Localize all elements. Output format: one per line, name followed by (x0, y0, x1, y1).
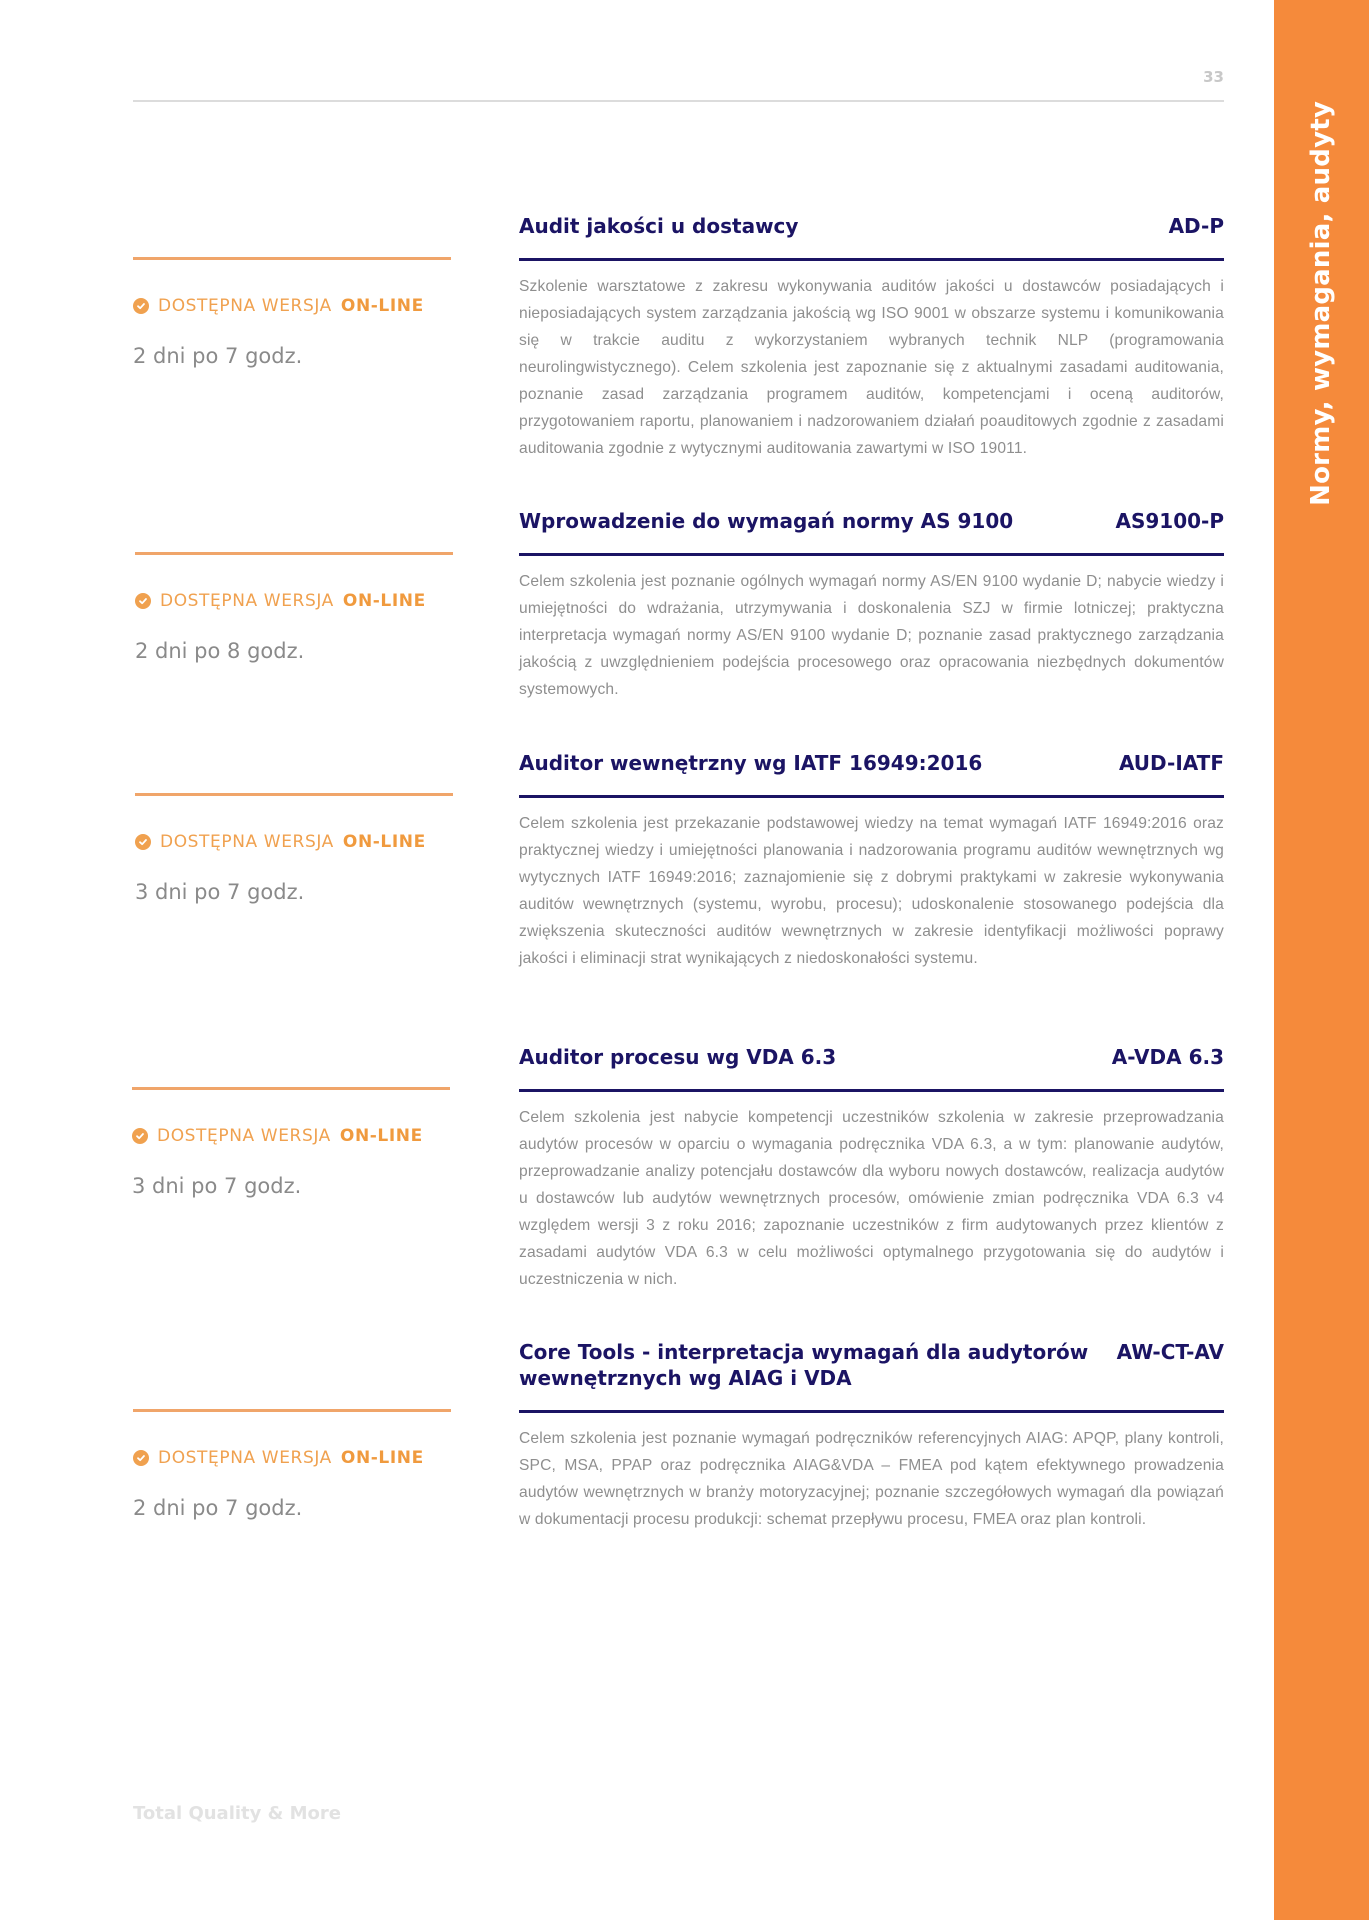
course-meta (133, 257, 451, 368)
course-body (519, 750, 1224, 972)
course-description: Celem szkolenia jest nabycie kompetencji uczestników szkolenia w zakresie przeprowadzania audytów procesów w oparciu o wymagania podręcznika VDA 6.3, a w tym: planowanie audytów, przeprowadzanie analizy potencjału dostawców dla wyboru nowych dostawców, realizacja audytów u dostawców lub audytów wewnętrznych procesów, omówienie zmian podręcznika VDA 6.3 v4 względem wersji 3 z roku 2016; zapoznanie uczestników z firm audytowanych przez klientów z zasadami audytów VDA 6.3 w celu możliwości optymalnego przygotowania się do audytów i uczestniczenia w nich. (519, 1109, 1224, 1288)
meta-divider (133, 257, 451, 260)
course-code: AW-CT-AV (1116, 1340, 1224, 1364)
course-duration: 2 dni po 7 godz. (133, 344, 303, 368)
course-meta (132, 1087, 450, 1198)
header-divider (133, 100, 1224, 102)
course-description: Celem szkolenia jest poznanie ogólnych wymagań normy AS/EN 9100 wydanie D; nabycie wiedzy i umiejętności do wdrażania, utrzymywania i doskonalenia SZJ w firmie lotniczej; praktyczna interpretacja wymagań normy AS/EN 9100 wydanie D; poznanie zasad praktycznego zarządzania jakością z uwzględnieniem podejścia procesowego oraz opracowania niezbędnych dokumentów systemowych. (519, 573, 1224, 698)
page-number: 33 (1203, 68, 1224, 86)
online-highlight: ON-LINE (342, 832, 426, 852)
course-code: AD-P (1168, 214, 1224, 238)
check-circle-icon (135, 593, 151, 609)
meta-divider (135, 552, 453, 555)
course-code: A-VDA 6.3 (1111, 1045, 1224, 1069)
course-meta (133, 1409, 451, 1520)
online-badge (132, 1126, 450, 1146)
sidebar-section-title (1274, 0, 1369, 600)
course-body (519, 1044, 1224, 1293)
meta-divider (135, 793, 453, 796)
course-duration: 3 dni po 7 godz. (135, 880, 305, 904)
online-prefix: DOSTĘPNA WERSJA (158, 296, 332, 316)
online-prefix: DOSTĘPNA WERSJA (158, 1448, 332, 1468)
check-circle-icon (135, 834, 151, 850)
course-title: Wprowadzenie do wymagań normy AS 9100 (519, 509, 1014, 533)
course-title: Auditor wewnętrzny wg IATF 16949:2016 (519, 751, 983, 775)
course-code: AUD-IATF (1118, 751, 1224, 775)
check-circle-icon (133, 1450, 149, 1466)
course-description: Celem szkolenia jest poznanie wymagań podręczników referencyjnych AIAG: APQP, plany kontroli, SPC, MSA, PPAP oraz podręcznika AIAG&VDA – FMEA pod kątem efektywnego prowadzenia audytów wewnętrznych w branży motoryzacyjnej; poznanie szczegółowych wymagań dla powiązań w dokumentacji procesu produkcji: schemat przepływu procesu, FMEA oraz plan kontroli. (519, 1430, 1224, 1528)
online-badge (135, 591, 453, 611)
course-description: Celem szkolenia jest przekazanie podstawowej wiedzy na temat wymagań IATF 16949:2016 oraz praktycznej wiedzy i umiejętności planowania i nadzorowania programu auditów wewnętrznych wg wytycznych IATF 16949:2016; zaznajomienie się z dobrymi praktykami w zakresie wykonywania auditów wewnętrznych (systemu, wyrobu, procesu); udoskonalenie stosowanego podejścia dla zwiększenia skuteczności auditów wewnętrznych w zakresie identyfikacji możliwości poprawy jakości i eliminacji strat wynikających z niedoskonałości systemu. (519, 815, 1224, 967)
course-title: Auditor procesu wg VDA 6.3 (519, 1045, 837, 1069)
course-description: Szkolenie warsztatowe z zakresu wykonywania auditów jakości u dostawców posiadających i nieposiadających system zarządzania jakością wg ISO 9001 w obszarze systemu i komunikowania się w trakcie auditu z wykorzystaniem wybranych technik NLP (programowania neurolingwistycznego). Celem szkolenia jest zapoznanie się z aktualnymi zasadami auditowania, poznanie zasad zarządzania programem auditów, kompetencjami i oceną auditorów, przygotowaniem raportu, planowaniem i nadzorowaniem działań poauditowych zgodnie z zasadami auditowania zgodnie z wytycznymi auditowania zawartymi w ISO 19011. (519, 278, 1224, 457)
online-highlight: ON-LINE (340, 296, 424, 316)
online-prefix: DOSTĘPNA WERSJA (160, 591, 334, 611)
course-header (519, 1339, 1224, 1391)
title-divider (519, 258, 1224, 261)
online-highlight: ON-LINE (339, 1126, 423, 1146)
course-meta (135, 793, 453, 904)
course-header (519, 750, 1224, 776)
online-badge (135, 832, 453, 852)
course-duration: 3 dni po 7 godz. (132, 1174, 302, 1198)
online-badge (133, 1448, 451, 1468)
footer-brand: Total Quality & More (133, 1803, 341, 1824)
online-highlight: ON-LINE (340, 1448, 424, 1468)
online-highlight: ON-LINE (342, 591, 426, 611)
check-circle-icon (133, 298, 149, 314)
title-divider (519, 553, 1224, 556)
course-code: AS9100-P (1115, 509, 1224, 533)
course-duration: 2 dni po 8 godz. (135, 639, 305, 663)
course-header (519, 508, 1224, 534)
course-body (519, 213, 1224, 462)
title-divider (519, 1410, 1224, 1413)
title-divider (519, 795, 1224, 798)
online-prefix: DOSTĘPNA WERSJA (157, 1126, 331, 1146)
course-duration: 2 dni po 7 godz. (133, 1496, 303, 1520)
course-header (519, 213, 1224, 239)
meta-divider (133, 1409, 451, 1412)
online-badge (133, 296, 451, 316)
course-meta (135, 552, 453, 663)
course-body (519, 508, 1224, 703)
course-body (519, 1339, 1224, 1533)
course-title: Audit jakości u dostawcy (519, 214, 799, 238)
check-circle-icon (132, 1128, 148, 1144)
sidebar-title-text: Normy, wymagania, audyty (1306, 101, 1336, 506)
meta-divider (132, 1087, 450, 1090)
course-title: Core Tools - interpretacja wymagań dla audytorów wewnętrznych wg AIAG i VDA (519, 1340, 1089, 1390)
title-divider (519, 1089, 1224, 1092)
online-prefix: DOSTĘPNA WERSJA (160, 832, 334, 852)
course-header (519, 1044, 1224, 1070)
